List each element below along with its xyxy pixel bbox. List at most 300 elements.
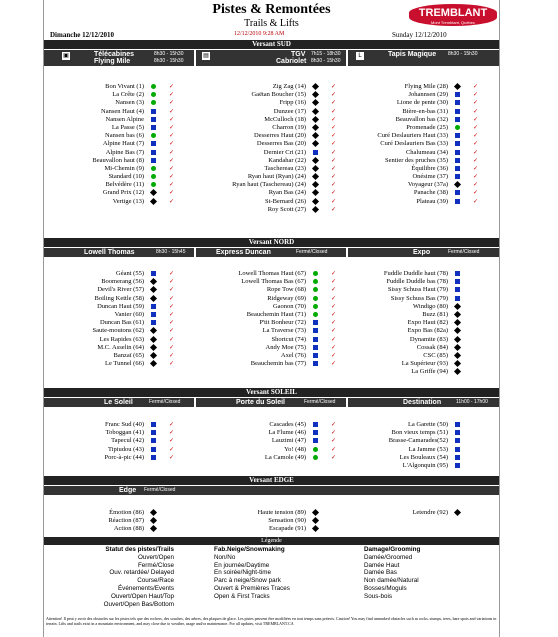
open-check-icon: ✓ xyxy=(472,141,478,148)
open-check-icon: ✓ xyxy=(330,430,336,437)
open-check-icon: ✓ xyxy=(168,174,174,181)
open-check-icon: ✓ xyxy=(330,295,336,302)
trail-name: Zig Zag (14) xyxy=(272,83,306,90)
open-check-icon: ✓ xyxy=(168,430,174,437)
soleil-trails-col3 xyxy=(348,421,448,470)
section-edge-band: Versant EDGE xyxy=(44,476,499,485)
trail-row xyxy=(196,319,336,327)
open-check-icon: ✓ xyxy=(330,328,336,335)
open-check-icon: ✓ xyxy=(330,190,336,197)
trail-row xyxy=(196,310,336,319)
trail-row xyxy=(44,351,174,360)
open-check-icon: ✓ xyxy=(330,422,336,428)
open-check-icon: ✓ xyxy=(168,108,174,115)
trail-name: Nansen bas (6) xyxy=(105,132,144,140)
trail-name: Fripp (16) xyxy=(279,99,306,107)
black-diamond-icon xyxy=(312,116,319,123)
blue-square-icon xyxy=(313,328,318,333)
open-check-icon: ✓ xyxy=(168,454,174,461)
open-check-icon: ✓ xyxy=(330,182,336,189)
green-circle-icon xyxy=(151,182,156,187)
trail-row xyxy=(44,278,174,286)
trail-row xyxy=(196,445,336,454)
trail-row xyxy=(348,311,448,319)
trail-row xyxy=(348,83,478,91)
open-check-icon: ✓ xyxy=(330,157,336,164)
soleil-trails-col1 xyxy=(44,421,174,462)
open-check-icon: ✓ xyxy=(330,279,336,286)
trail-name: Nansen Haut (4) xyxy=(101,107,144,115)
trail-name: Curé Deslauriers Bas (33) xyxy=(380,140,448,148)
blue-square-icon xyxy=(455,190,460,195)
trail-name: Desserres Haut (20) xyxy=(254,132,306,140)
trail-name: Grand Prix (12) xyxy=(102,189,144,197)
trail-row xyxy=(348,189,478,197)
blue-square-icon xyxy=(151,125,156,130)
trail-name: Charron (19) xyxy=(272,123,306,131)
trail-name: Les Bouleaux (54) xyxy=(399,453,448,461)
trail-row xyxy=(44,343,174,352)
trail-name: Le Tunnel (66) xyxy=(105,360,144,368)
open-check-icon: ✓ xyxy=(330,124,336,131)
blue-square-icon xyxy=(151,271,156,276)
trail-row xyxy=(348,99,478,107)
trail-row xyxy=(196,148,336,157)
blue-square-icon xyxy=(151,455,156,460)
open-check-icon: ✓ xyxy=(168,328,174,335)
trail-name: Géant (55) xyxy=(116,270,144,277)
trail-row xyxy=(348,509,448,517)
trail-row xyxy=(348,278,448,286)
trail-row xyxy=(44,132,174,140)
legend-item: Bosses/Moguls xyxy=(364,584,407,592)
lift-header-nord-1: Lowell Thomas 8h30 - 15h45 xyxy=(44,248,194,257)
trail-row xyxy=(196,343,336,352)
blue-square-icon xyxy=(455,109,460,114)
trail-row xyxy=(196,91,336,99)
trail-row xyxy=(44,310,174,319)
blue-square-icon xyxy=(313,438,318,443)
black-diamond-icon xyxy=(312,525,319,532)
black-diamond-icon xyxy=(454,360,461,367)
sud-trails-col3 xyxy=(348,83,478,206)
blue-square-icon xyxy=(455,133,460,138)
black-diamond-icon xyxy=(312,181,319,188)
open-check-icon: ✓ xyxy=(168,295,174,302)
open-check-icon: ✓ xyxy=(330,141,336,148)
trail-name: Shortcut (74) xyxy=(271,335,306,343)
blue-square-icon xyxy=(455,174,460,179)
open-check-icon: ✓ xyxy=(168,84,174,90)
black-diamond-icon xyxy=(454,327,461,334)
trail-row xyxy=(196,517,306,525)
open-check-icon: ✓ xyxy=(472,165,478,172)
trail-name: Tapecul (42) xyxy=(111,437,144,445)
section-nord-band: Versant NORD xyxy=(44,238,499,247)
trail-row xyxy=(196,83,336,91)
trail-name: Franc Sud (40) xyxy=(105,421,144,428)
soleil-trails-col2 xyxy=(196,421,336,462)
trail-name: Haute tension (89) xyxy=(257,509,306,516)
trail-name: Expo Haut (82) xyxy=(407,319,448,327)
blue-square-icon xyxy=(151,304,156,309)
trail-name: Roy Scott (27) xyxy=(267,205,306,213)
black-diamond-icon xyxy=(312,99,319,106)
trail-row xyxy=(348,140,478,148)
trail-name: Tipiudou (43) xyxy=(107,445,144,453)
black-diamond-icon xyxy=(312,517,319,524)
report-frame xyxy=(43,0,500,637)
open-check-icon: ✓ xyxy=(168,141,174,148)
lift-header-nord-2: Express Duncan Fermé/Closed xyxy=(196,248,346,257)
green-circle-icon xyxy=(313,455,318,460)
legend-item: En soirée/Night-time xyxy=(214,569,272,577)
legend-item: Événements/Events xyxy=(117,584,174,592)
tremblant-logo: TREMBLANT Mont Tremblant, Québec xyxy=(409,4,497,26)
trail-name: La Camole (49) xyxy=(264,453,306,461)
legend-snowmaking: Fab.Neige/Snowmaking Non/No En journée/Daytime En soirée/Night-time Parc à neige/Snow park Ouvert & Premières Traces Open & First Tracks xyxy=(214,546,344,601)
open-check-icon: ✓ xyxy=(330,454,336,461)
trail-name: Promenade (25) xyxy=(406,123,448,131)
open-check-icon: ✓ xyxy=(330,344,336,351)
blue-square-icon xyxy=(151,141,156,146)
trail-name: Lowell Thomas Haut (67) xyxy=(238,270,306,277)
black-diamond-icon xyxy=(150,509,157,516)
trail-name: Lowell Thomas Bas (67) xyxy=(241,278,306,286)
open-check-icon: ✓ xyxy=(168,116,174,123)
blue-square-icon xyxy=(151,320,156,325)
black-diamond-icon xyxy=(312,124,319,131)
trail-name: Axel (76) xyxy=(280,351,306,359)
black-diamond-icon xyxy=(150,295,157,302)
black-diamond-icon xyxy=(150,286,157,293)
open-check-icon: ✓ xyxy=(168,320,174,327)
trail-row xyxy=(44,509,144,517)
blue-square-icon xyxy=(455,100,460,105)
trail-row xyxy=(348,123,478,132)
legend-item: Fermé/Close xyxy=(137,561,174,569)
lift-header-sud-3: L Tapis Magique 8h30 - 15h30 xyxy=(348,50,499,66)
gondola-icon: ▣ xyxy=(63,53,69,59)
trail-name: Flying Mile (28) xyxy=(404,83,448,90)
trail-row xyxy=(348,327,448,335)
trail-row xyxy=(44,148,174,157)
trail-row xyxy=(196,181,336,189)
trail-row xyxy=(44,421,174,429)
trail-name: Ridgeway (69) xyxy=(267,294,306,302)
blue-square-icon xyxy=(151,158,156,163)
trail-name: Beauvallon haut (8) xyxy=(92,156,144,164)
legend-item: Damée Haut xyxy=(364,561,400,569)
legend-item: Parc à neige/Snow park xyxy=(214,577,281,585)
trail-name: McCulloch (18) xyxy=(264,115,306,123)
trail-name: Saute-moutons (62) xyxy=(92,327,144,335)
trail-row xyxy=(44,327,174,335)
trail-row xyxy=(348,295,448,303)
blue-square-icon xyxy=(455,141,460,146)
trail-name: Nansen Alpine xyxy=(105,115,144,123)
lift-header-sud-1: ▣ Télécabines 8h30 - 15h30 Flying Mile 8h30 - 15h30 xyxy=(44,50,194,66)
open-check-icon: ✓ xyxy=(472,174,478,181)
black-diamond-icon xyxy=(454,181,461,188)
legend-item: Non/No xyxy=(214,553,236,561)
blue-square-icon xyxy=(151,422,156,427)
blue-square-icon xyxy=(455,150,460,155)
trail-row xyxy=(196,335,336,344)
open-check-icon: ✓ xyxy=(168,124,174,131)
open-check-icon: ✓ xyxy=(472,124,478,131)
trail-row xyxy=(44,360,174,368)
open-check-icon: ✓ xyxy=(330,108,336,115)
open-check-icon: ✓ xyxy=(330,361,336,368)
legend-item: Ouvert & Premières Traces xyxy=(214,584,290,592)
trail-name: Curé Deslauriers Haut (33) xyxy=(377,132,448,140)
open-check-icon: ✓ xyxy=(472,157,478,164)
blue-square-icon xyxy=(151,150,156,155)
trail-row xyxy=(348,360,448,368)
green-circle-icon xyxy=(151,100,156,105)
trail-name: Plateau (39) xyxy=(416,197,448,205)
legend-item: Course/Race xyxy=(137,577,174,585)
legend-band: Légende xyxy=(44,537,499,545)
trail-row xyxy=(44,437,174,445)
blue-square-icon xyxy=(455,287,460,292)
blue-square-icon xyxy=(455,430,460,435)
trail-row xyxy=(44,270,174,278)
open-check-icon: ✓ xyxy=(330,92,336,99)
green-circle-icon xyxy=(313,447,318,452)
trail-row xyxy=(348,156,478,165)
trail-name: Kandahar (22) xyxy=(268,156,306,164)
trail-name: M.C. Asselin (64) xyxy=(97,343,144,351)
trail-row xyxy=(44,164,174,173)
trail-row xyxy=(348,132,478,140)
trail-name: Duncan Haut (59) xyxy=(97,302,144,310)
black-diamond-icon xyxy=(150,525,157,532)
trail-row xyxy=(196,286,336,294)
black-diamond-icon xyxy=(312,91,319,98)
trail-name: Lione de pente (30) xyxy=(396,99,448,107)
trail-name: Action (88) xyxy=(113,525,144,533)
trail-row xyxy=(348,270,448,278)
green-circle-icon xyxy=(313,279,318,284)
trail-row xyxy=(44,91,174,99)
black-diamond-icon xyxy=(454,352,461,359)
blue-square-icon xyxy=(313,422,318,427)
open-check-icon: ✓ xyxy=(168,422,174,428)
trail-row xyxy=(348,446,448,454)
trail-row xyxy=(196,302,336,311)
trail-name: Windigo (80) xyxy=(413,302,448,310)
blue-square-icon xyxy=(313,337,318,342)
trail-row xyxy=(348,454,448,462)
lift-header-soleil-1: Le Soleil Fermé/Closed xyxy=(44,398,194,407)
trail-row xyxy=(348,421,448,429)
open-check-icon: ✓ xyxy=(330,320,336,327)
trail-row xyxy=(44,189,174,197)
blue-square-icon xyxy=(455,422,460,427)
trail-name: Voyageur (37a) xyxy=(407,181,448,189)
trail-name: Chalumeau (34) xyxy=(405,148,448,156)
trail-name: La Flume (46) xyxy=(268,429,306,437)
trail-name: Bon vieux temps (51) xyxy=(391,429,448,437)
green-circle-icon xyxy=(313,287,318,292)
trail-name: Mi-Chemin (9) xyxy=(104,164,144,172)
trail-row xyxy=(196,132,336,140)
legend-item: Ouv. retardée/ Delayed xyxy=(109,569,174,577)
open-check-icon: ✓ xyxy=(168,190,174,197)
blue-square-icon xyxy=(455,166,460,171)
open-check-icon: ✓ xyxy=(472,108,478,115)
trail-row xyxy=(348,148,478,157)
trail-name: La Jamme (53) xyxy=(408,445,448,453)
blue-square-icon xyxy=(151,109,156,114)
trail-row xyxy=(196,525,306,533)
black-diamond-icon xyxy=(312,132,319,139)
trail-row xyxy=(196,270,336,278)
trail-name: Expo Bas (82a) xyxy=(407,327,448,335)
trail-row xyxy=(348,107,478,116)
trail-name: Beauchemin Haut (71) xyxy=(246,310,306,318)
trail-row xyxy=(44,429,174,437)
black-diamond-icon xyxy=(454,344,461,351)
trail-name: Ryan haut (Taschereau) (24) xyxy=(232,181,306,189)
trail-row xyxy=(196,351,336,360)
trail-name: Gaonon (70) xyxy=(272,302,306,310)
blue-square-icon xyxy=(455,447,460,452)
open-check-icon: ✓ xyxy=(168,287,174,294)
trail-name: Toboggan (41) xyxy=(105,429,144,437)
trail-row xyxy=(44,286,174,294)
legend-status: Statut des pistes/Trails Ouvert/Open Fermé/Close Ouv. retardée/ Delayed Course/Race Événements/Events Ouvert/Open Haut/Top Ouvert/Open Bas/Bottom xyxy=(54,546,174,608)
trail-row xyxy=(348,352,448,360)
trail-row xyxy=(196,421,336,429)
trail-row xyxy=(44,123,174,132)
black-diamond-icon xyxy=(454,509,461,516)
trail-name: Andy Moe (75) xyxy=(265,343,306,351)
green-circle-icon xyxy=(151,84,156,89)
edge-trails-col1 xyxy=(44,509,144,534)
open-check-icon: ✓ xyxy=(330,149,336,156)
open-check-icon: ✓ xyxy=(472,198,478,205)
open-check-icon: ✓ xyxy=(472,190,478,197)
trail-name: Escapade (91) xyxy=(269,525,306,533)
report-timestamp: 12/12/2010 9:28 AM xyxy=(234,31,285,37)
trail-name: Brasse-Camarades(52) xyxy=(388,437,448,445)
trail-row xyxy=(196,437,336,445)
trail-row xyxy=(44,107,174,116)
trail-row xyxy=(348,429,448,437)
legend-item: Sous-bois xyxy=(364,592,393,600)
black-diamond-icon xyxy=(454,303,461,310)
black-diamond-icon xyxy=(454,335,461,342)
trail-row xyxy=(348,197,478,206)
trail-name: Letendre (92) xyxy=(412,509,448,516)
trail-row xyxy=(196,189,336,197)
open-check-icon: ✓ xyxy=(472,116,478,123)
trail-name: Vanier (60) xyxy=(114,310,144,318)
trail-row xyxy=(196,123,336,132)
open-check-icon: ✓ xyxy=(168,182,174,189)
trail-row xyxy=(196,429,336,437)
black-diamond-icon xyxy=(454,368,461,375)
trail-row xyxy=(196,173,336,181)
open-check-icon: ✓ xyxy=(168,336,174,343)
green-circle-icon xyxy=(313,304,318,309)
green-circle-icon xyxy=(151,133,156,138)
black-diamond-icon xyxy=(150,335,157,342)
nord-trails-col1 xyxy=(44,270,174,368)
lift-header-soleil-3: Destination 11h00 - 17h00 xyxy=(348,398,499,407)
legend-item: En journée/Daytime xyxy=(214,561,270,569)
trail-row xyxy=(44,115,174,124)
trail-name: Réaction (87) xyxy=(108,517,144,525)
black-diamond-icon xyxy=(312,108,319,115)
legend-item: Open & First Tracks xyxy=(214,592,270,600)
open-check-icon: ✓ xyxy=(168,271,174,277)
trail-row xyxy=(348,91,478,99)
black-diamond-icon xyxy=(150,189,157,196)
open-check-icon: ✓ xyxy=(330,100,336,107)
trail-row xyxy=(196,205,336,214)
open-check-icon: ✓ xyxy=(472,92,478,99)
blue-square-icon xyxy=(455,92,460,97)
trail-row xyxy=(196,164,336,173)
trail-name: Sissy Schuss Bas (79) xyxy=(390,294,448,302)
trail-name: Alpine Bas (7) xyxy=(105,148,144,156)
trail-name: Porc-à-pic (44) xyxy=(104,453,144,461)
legend-item: Damée/Groomed xyxy=(364,553,413,561)
trail-name: Duncan Bas (61) xyxy=(99,319,144,327)
trail-row xyxy=(348,336,448,344)
trail-row xyxy=(348,368,448,376)
trail-row xyxy=(348,319,448,327)
trail-name: La Traverse (73) xyxy=(262,327,306,335)
trail-name: Yo! (48) xyxy=(284,445,306,453)
legend-item: Ouvert/Open Bas/Bottom xyxy=(103,600,174,608)
edge-trails-col2 xyxy=(196,509,306,534)
black-diamond-icon xyxy=(312,140,319,147)
green-circle-icon xyxy=(313,271,318,276)
trail-name: Standard (10) xyxy=(108,173,144,181)
open-check-icon: ✓ xyxy=(168,303,174,310)
trail-name: Bière-en-bas (31) xyxy=(402,107,448,115)
open-check-icon: ✓ xyxy=(330,311,336,318)
trail-name: Fuddle Duddle haut (78) xyxy=(383,270,448,277)
trail-name: P'tit Bonheur (72) xyxy=(259,319,306,327)
lift-header-edge: Edge Fermé/Closed xyxy=(44,486,499,495)
trail-name: Sentier des pruches (35) xyxy=(385,156,448,164)
nord-trails-col2 xyxy=(196,270,336,368)
trail-name: Beauvallon bas (32) xyxy=(395,115,448,123)
trail-name: Bon Vivant (1) xyxy=(105,83,144,90)
trail-name: Émotion (86) xyxy=(109,509,144,516)
blue-square-icon xyxy=(313,361,318,366)
green-circle-icon xyxy=(151,92,156,97)
trail-name: Buzz (81) xyxy=(422,310,448,318)
lift-header-soleil-2: Porte du Soleil Fermé/Closed xyxy=(196,398,346,407)
legend-item: Ouvert/Open Haut/Top xyxy=(110,592,174,600)
trail-row xyxy=(44,525,144,533)
trail-row xyxy=(348,181,478,189)
green-circle-icon xyxy=(313,312,318,317)
trail-row xyxy=(44,99,174,107)
trail-name: La Crête (2) xyxy=(112,91,144,99)
black-diamond-icon xyxy=(150,198,157,205)
lift-header-nord-3: Expo Fermé/Closed xyxy=(348,248,499,257)
trail-row xyxy=(44,302,174,311)
black-diamond-icon xyxy=(312,157,319,164)
